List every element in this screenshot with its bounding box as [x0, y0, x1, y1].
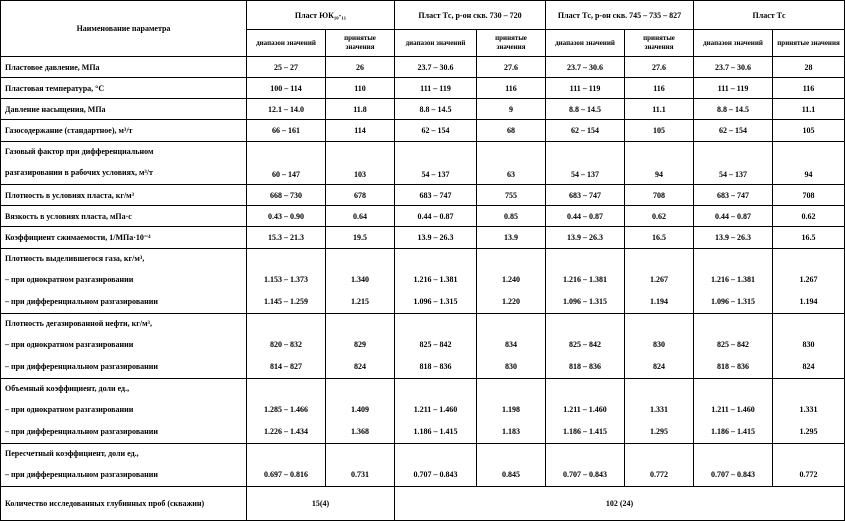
cell-value: 825 – 842 [569, 340, 602, 349]
table-row-group [1, 444, 845, 487]
cell-range [395, 249, 477, 314]
group-sub-label: – при дифференциальном разгазировании [5, 362, 158, 371]
group-sub-label: – при дифференциальном разгазировании [5, 470, 158, 479]
cell-value: 0.707 – 0.843 [413, 470, 458, 479]
cell-value: 1.285 – 1.466 [264, 405, 308, 414]
group-title: Пересчетный коэффициент, доли ед., [5, 449, 139, 458]
header-group-2: Пласт Тc, р-он скв. 730 – 720 [395, 1, 546, 30]
cell-accepted: 19.5 [326, 227, 395, 249]
table-row [1, 206, 845, 227]
cell-value: 0.772 [650, 470, 669, 479]
header-group-3: Пласт Тc, р-он скв. 745 – 735 – 827 [546, 1, 694, 30]
cell-range: 683 – 747 [395, 185, 477, 206]
cell-value: 830 [653, 340, 666, 349]
cell-range: 66 – 161 [247, 120, 326, 142]
cell-value: 830 [505, 362, 518, 371]
cell-range: 8.8 – 14.5 [694, 99, 773, 120]
cell-range [247, 249, 326, 314]
cell-value: 818 – 836 [569, 362, 602, 371]
cell-value: 824 [802, 362, 815, 371]
cell-range: 8.8 – 14.5 [395, 99, 477, 120]
cell-value: 1.295 [799, 427, 818, 436]
cell-accepted [326, 379, 395, 444]
cell-accepted: 27.6 [477, 57, 546, 78]
cell-accepted: 755 [477, 185, 546, 206]
cell-value: 1.216 – 1.381 [711, 275, 756, 284]
cell-value: 1.211 – 1.460 [413, 405, 458, 414]
cell-range: 23.7 – 30.6 [395, 57, 477, 78]
group-label [1, 314, 247, 379]
cell-accepted: 110 [326, 78, 395, 99]
subheader-accepted: принятые значения [773, 30, 845, 57]
cell-value: 814 – 827 [270, 362, 302, 371]
group-title: Плотность дегазированной нефти, кг/м³, [5, 319, 152, 328]
table-row-group [1, 249, 845, 314]
cell-range [247, 314, 326, 379]
footer-value-rest: 102 (24) [395, 487, 845, 521]
cell-range: 13.9 – 26.3 [395, 227, 477, 249]
header-group-4: Пласт Тc [694, 1, 845, 30]
table-row [1, 57, 845, 78]
cell-range: 100 – 114 [247, 78, 326, 99]
cell-accepted [625, 314, 694, 379]
cell-range: 23.7 – 30.6 [694, 57, 773, 78]
cell-value: 1.215 [351, 297, 369, 306]
cell-range [395, 314, 477, 379]
row-label: Газосодержание (стандартное), м³/т [1, 120, 247, 142]
group-sub-label: – при однократном разгазировании [5, 405, 134, 414]
cell-accepted: 11.1 [773, 99, 845, 120]
cell-value: 830 [802, 340, 815, 349]
group-title: Плотность выделившегося газа, кг/м³, [5, 254, 145, 263]
cell-range [694, 249, 773, 314]
cell-accepted: 26 [326, 57, 395, 78]
cell-range: 668 – 730 [247, 185, 326, 206]
cell-accepted [625, 249, 694, 314]
cell-accepted: 27.6 [625, 57, 694, 78]
footer-row [1, 487, 845, 521]
cell-value: 0.707 – 0.843 [711, 470, 756, 479]
cell-value: 1.096 – 1.315 [563, 297, 608, 306]
cell-range: 60 – 147 [247, 142, 326, 185]
cell-accepted: 94 [625, 142, 694, 185]
cell-value: 1.226 – 1.434 [264, 427, 308, 436]
cell-range: 12.1 – 14.0 [247, 99, 326, 120]
table-row [1, 78, 845, 99]
cell-range: 683 – 747 [546, 185, 625, 206]
group-sub-label: – при однократном разгазировании [5, 340, 134, 349]
header-param-col: Наименование параметра [1, 1, 247, 57]
subheader-range: диапазон значений [694, 30, 773, 57]
header-group-1: Пласт ЮК₁₀-₁₁ [247, 1, 395, 30]
cell-accepted: 0.62 [625, 206, 694, 227]
cell-accepted [326, 314, 395, 379]
row-label [1, 142, 247, 185]
cell-accepted: 0.85 [477, 206, 546, 227]
cell-value: 825 – 842 [419, 340, 452, 349]
cell-value: 1.216 – 1.381 [563, 275, 608, 284]
cell-range [546, 444, 625, 487]
group-label [1, 249, 247, 314]
cell-accepted: 63 [477, 142, 546, 185]
cell-accepted [773, 249, 845, 314]
cell-accepted [477, 379, 546, 444]
row-label: Плотность в условиях пласта, кг/м³ [1, 185, 247, 206]
cell-accepted: 11.8 [326, 99, 395, 120]
cell-value: 0.845 [502, 470, 521, 479]
cell-range: 15.3 – 21.3 [247, 227, 326, 249]
cell-value: 1.194 [650, 297, 669, 306]
cell-accepted [773, 314, 845, 379]
cell-value: 1.216 – 1.381 [413, 275, 458, 284]
cell-accepted: 678 [326, 185, 395, 206]
cell-accepted [625, 444, 694, 487]
cell-value: 825 – 842 [717, 340, 750, 349]
cell-accepted: 116 [477, 78, 546, 99]
cell-range [694, 444, 773, 487]
cell-value: 1.194 [799, 297, 818, 306]
cell-range [694, 379, 773, 444]
cell-range: 8.8 – 14.5 [546, 99, 625, 120]
row-label: Пластовое давление, МПа [1, 57, 247, 78]
cell-value: 818 – 836 [419, 362, 452, 371]
table-row-group [1, 379, 845, 444]
group-title: Объемный коэффициент, доли ед., [5, 384, 130, 393]
cell-accepted [326, 444, 395, 487]
cell-range [694, 314, 773, 379]
cell-value: 834 [505, 340, 518, 349]
group-sub-label: – при однократном разгазировании [5, 275, 134, 284]
footer-label: Количество исследованных глубинных проб (скважин) [1, 487, 247, 521]
cell-value: 1.211 – 1.460 [563, 405, 607, 414]
cell-range [247, 444, 326, 487]
cell-value: 1.183 [502, 427, 521, 436]
cell-range: 0.44 – 0.87 [395, 206, 477, 227]
row-label: Пластовая температура, °С [1, 78, 247, 99]
cell-range: 13.9 – 26.3 [546, 227, 625, 249]
cell-accepted [773, 379, 845, 444]
cell-range [546, 249, 625, 314]
cell-range [546, 314, 625, 379]
cell-accepted [625, 379, 694, 444]
cell-range: 54 – 137 [694, 142, 773, 185]
cell-range: 0.44 – 0.87 [546, 206, 625, 227]
cell-accepted [477, 444, 546, 487]
cell-range [247, 379, 326, 444]
cell-value: 1.409 [351, 405, 369, 414]
cell-accepted: 16.5 [773, 227, 845, 249]
cell-value: 1.153 – 1.373 [264, 275, 308, 284]
cell-value: 1.145 – 1.259 [264, 297, 308, 306]
group-sub-label: – при дифференциальном разгазировании [5, 297, 158, 306]
cell-accepted: 11.1 [625, 99, 694, 120]
cell-value: 829 [354, 340, 366, 349]
cell-accepted [773, 444, 845, 487]
cell-range: 54 – 137 [395, 142, 477, 185]
subheader-range: диапазон значений [546, 30, 625, 57]
row-label: Коэффициент сжимаемости, 1/МПа·10⁻⁴ [1, 227, 247, 249]
cell-value: 0.707 – 0.843 [563, 470, 608, 479]
cell-range: 0.44 – 0.87 [694, 206, 773, 227]
cell-value: 1.096 – 1.315 [413, 297, 458, 306]
cell-value: 1.240 [502, 275, 521, 284]
cell-value: 1.186 – 1.415 [711, 427, 756, 436]
cell-accepted: 0.62 [773, 206, 845, 227]
cell-accepted [326, 249, 395, 314]
cell-accepted: 103 [326, 142, 395, 185]
cell-range: 111 – 119 [395, 78, 477, 99]
cell-value: 1.220 [502, 297, 521, 306]
cell-range [546, 379, 625, 444]
subheader-accepted: принятые значения [477, 30, 546, 57]
cell-value: 1.186 – 1.415 [563, 427, 608, 436]
cell-range: 0.43 – 0.90 [247, 206, 326, 227]
cell-range: 62 – 154 [694, 120, 773, 142]
cell-range: 111 – 119 [546, 78, 625, 99]
table-row [1, 120, 845, 142]
cell-value: 1.331 [650, 405, 669, 414]
group-label [1, 444, 247, 487]
group-label [1, 379, 247, 444]
table-row [1, 142, 845, 185]
table-row [1, 227, 845, 249]
subheader-range: диапазон значений [395, 30, 477, 57]
cell-value: 1.295 [650, 427, 669, 436]
cell-range: 683 – 747 [694, 185, 773, 206]
cell-range [395, 379, 477, 444]
cell-accepted: 708 [625, 185, 694, 206]
cell-value: 1.186 – 1.415 [413, 427, 458, 436]
cell-accepted [477, 314, 546, 379]
cell-value: 1.211 – 1.460 [711, 405, 755, 414]
cell-accepted: 68 [477, 120, 546, 142]
cell-accepted: 708 [773, 185, 845, 206]
subheader-accepted: принятые значения [326, 30, 395, 57]
cell-range [395, 444, 477, 487]
subheader-accepted: принятые значения [625, 30, 694, 57]
cell-accepted: 28 [773, 57, 845, 78]
cell-range: 25 – 27 [247, 57, 326, 78]
cell-value: 818 – 836 [717, 362, 750, 371]
table-row-group [1, 314, 845, 379]
cell-accepted: 16.5 [625, 227, 694, 249]
cell-accepted: 105 [773, 120, 845, 142]
cell-range: 13.9 – 26.3 [694, 227, 773, 249]
cell-value: 824 [653, 362, 666, 371]
cell-accepted: 116 [773, 78, 845, 99]
cell-accepted: 114 [326, 120, 395, 142]
cell-range: 111 – 119 [694, 78, 773, 99]
row-label: Вязкость в условиях пласта, мПа·с [1, 206, 247, 227]
cell-range: 23.7 – 30.6 [546, 57, 625, 78]
table-row [1, 185, 845, 206]
cell-value: 1.331 [799, 405, 818, 414]
cell-value: 1.368 [351, 427, 369, 436]
cell-value: 1.096 – 1.315 [711, 297, 756, 306]
cell-value: 1.198 [502, 405, 521, 414]
cell-value: 0.772 [799, 470, 818, 479]
table-row [1, 99, 845, 120]
row-label-line: Газовый фактор при дифференциальном [5, 147, 154, 156]
subheader-range: диапазон значений [247, 30, 326, 57]
cell-accepted: 116 [625, 78, 694, 99]
cell-accepted: 9 [477, 99, 546, 120]
cell-value: 820 – 832 [270, 340, 302, 349]
group-sub-label: – при дифференциальном разгазировании [5, 427, 158, 436]
cell-accepted [477, 249, 546, 314]
cell-value: 0.731 [351, 470, 369, 479]
cell-value: 1.340 [351, 275, 369, 284]
cell-range: 62 – 154 [546, 120, 625, 142]
cell-value: 1.267 [799, 275, 818, 284]
cell-accepted: 0.64 [326, 206, 395, 227]
row-label-line: разгазировании в рабочих условиях, м³/т [5, 168, 153, 177]
footer-value-first: 15(4) [247, 487, 395, 521]
cell-value: 824 [354, 362, 366, 371]
cell-accepted: 13.9 [477, 227, 546, 249]
cell-range: 62 – 154 [395, 120, 477, 142]
cell-accepted: 105 [625, 120, 694, 142]
cell-value: 1.267 [650, 275, 669, 284]
cell-range: 54 – 137 [546, 142, 625, 185]
cell-value: 0.697 – 0.816 [264, 470, 308, 479]
row-label: Давление насыщения, МПа [1, 99, 247, 120]
cell-accepted: 94 [773, 142, 845, 185]
